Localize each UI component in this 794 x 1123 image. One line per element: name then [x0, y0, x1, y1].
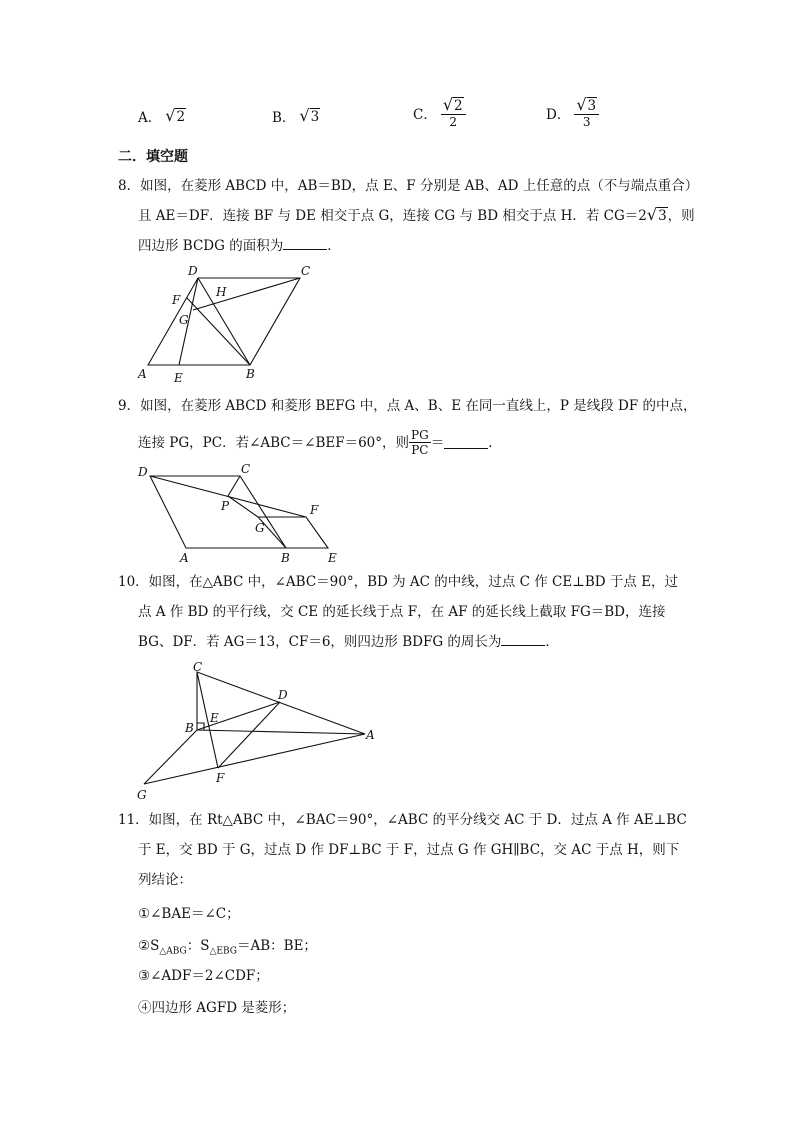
segment-pg: [228, 496, 258, 517]
sqrt-expression: √ 3: [646, 205, 667, 224]
fraction: √ 3 3: [574, 97, 599, 129]
label-d: D: [278, 688, 288, 702]
label-f: F: [216, 771, 225, 785]
label-a: A: [138, 367, 147, 381]
q9-line2: 连接 PG，PC．若∠ABC＝∠BEF＝60°，则 $\frac{PG}{PC}$ ＝ ．: [138, 428, 502, 457]
rhombus-befg: [258, 517, 328, 548]
segment-ag: [144, 734, 365, 784]
option-b: B． √ 3: [272, 105, 320, 126]
label-e: E: [174, 371, 183, 385]
q11-line1: 11．如图，在 Rt△ABC 中，∠BAC＝90°，∠ABC 的平分线交 AC 于 D．过点 A 作 AE⊥BC: [118, 812, 687, 828]
q8-line1: 8．如图，在菱形 ABCD 中，AB＝BD，点 E、F 分别是 AB、AD 上任意的点（不与端点重合）: [118, 178, 699, 194]
segment-bf: [187, 298, 250, 365]
label-e: E: [210, 711, 219, 725]
option-c: C． √ 2 2: [413, 97, 466, 129]
option-a: A． √ 2: [138, 105, 186, 126]
rhombus-abcd: [150, 476, 286, 548]
label-h: H: [216, 285, 227, 299]
sqrt-expression: √ 3: [299, 105, 320, 125]
label-d: D: [188, 264, 198, 278]
q10-line3: BG、DF．若 AG＝13，CF＝6，则四边形 BDFG 的周长为 ．: [138, 634, 559, 650]
label-p: P: [221, 499, 230, 513]
q11-conclusion-1: ①∠BAE＝∠C；: [138, 906, 240, 922]
label-g: G: [255, 521, 265, 535]
answer-blank[interactable]: [501, 633, 545, 646]
label-g: G: [137, 788, 147, 802]
q8-figure: [130, 258, 330, 388]
q9-figure: [130, 460, 350, 568]
q11-conclusion-3: ③∠ADF＝2∠CDF；: [138, 968, 269, 984]
q11-line2: 于 E，交 BD 于 G，过点 D 作 DF⊥BC 于 F，过点 G 作 GH∥BC，交 AC 于点 H，则下: [138, 842, 680, 858]
label-f: F: [172, 293, 181, 307]
triangle-abc: [197, 672, 365, 734]
label-c: C: [301, 264, 311, 278]
q10-figure: [130, 658, 390, 804]
segment-bg: [144, 730, 197, 784]
q11-conclusion-4: ④四边形 AGFD 是菱形；: [138, 1000, 296, 1016]
label-a: A: [180, 551, 189, 565]
sqrt-expression: √ 2: [165, 105, 186, 125]
option-d: D． √ 3 3: [546, 97, 599, 129]
fraction-pg-pc: $\frac{PG}{PC}$: [411, 428, 429, 457]
label-g: G: [179, 313, 189, 327]
label-e: E: [328, 551, 337, 565]
label-b: B: [246, 367, 255, 381]
label-f: F: [310, 503, 319, 517]
label-c: C: [241, 462, 251, 476]
section-title: 二．填空题: [118, 149, 188, 165]
label-b: B: [281, 551, 290, 565]
q10-line1: 10．如图，在△ABC 中，∠ABC＝90°，BD 为 AC 的中线，过点 C 作 CE⊥BD 于点 E，过: [118, 574, 679, 590]
q8-line2: 且 AE＝DF．连接 BF 与 DE 相交于点 G，连接 CG 与 BD 相交于点 H．若 CG＝2 √ 3 ，则: [138, 205, 695, 224]
label-b: B: [185, 721, 194, 735]
q11-conclusion-2: $②S_{\triangle ABG}$：$S_{\triangle EBG}=AB$：BE；: [138, 938, 317, 957]
label-c: C: [193, 660, 203, 674]
label-d: D: [138, 465, 148, 479]
q8-line3: 四边形 BCDG 的面积为 ．: [138, 238, 341, 254]
answer-blank[interactable]: [283, 237, 327, 250]
answer-blank[interactable]: [444, 436, 488, 449]
label-a: A: [366, 728, 375, 742]
fraction: √ 2 2: [441, 97, 466, 129]
q11-line3: 列结论：: [138, 872, 192, 888]
q9-line1: 9．如图，在菱形 ABCD 和菱形 BEFG 中，点 A、B、E 在同一直线上，P 是线段 DF 的中点，: [118, 398, 697, 414]
q10-line2: 点 A 作 BD 的平行线，交 CE 的延长线于点 F，在 AF 的延长线上截取 FG＝BD，连接: [138, 604, 666, 620]
segment-pc: [228, 476, 240, 496]
